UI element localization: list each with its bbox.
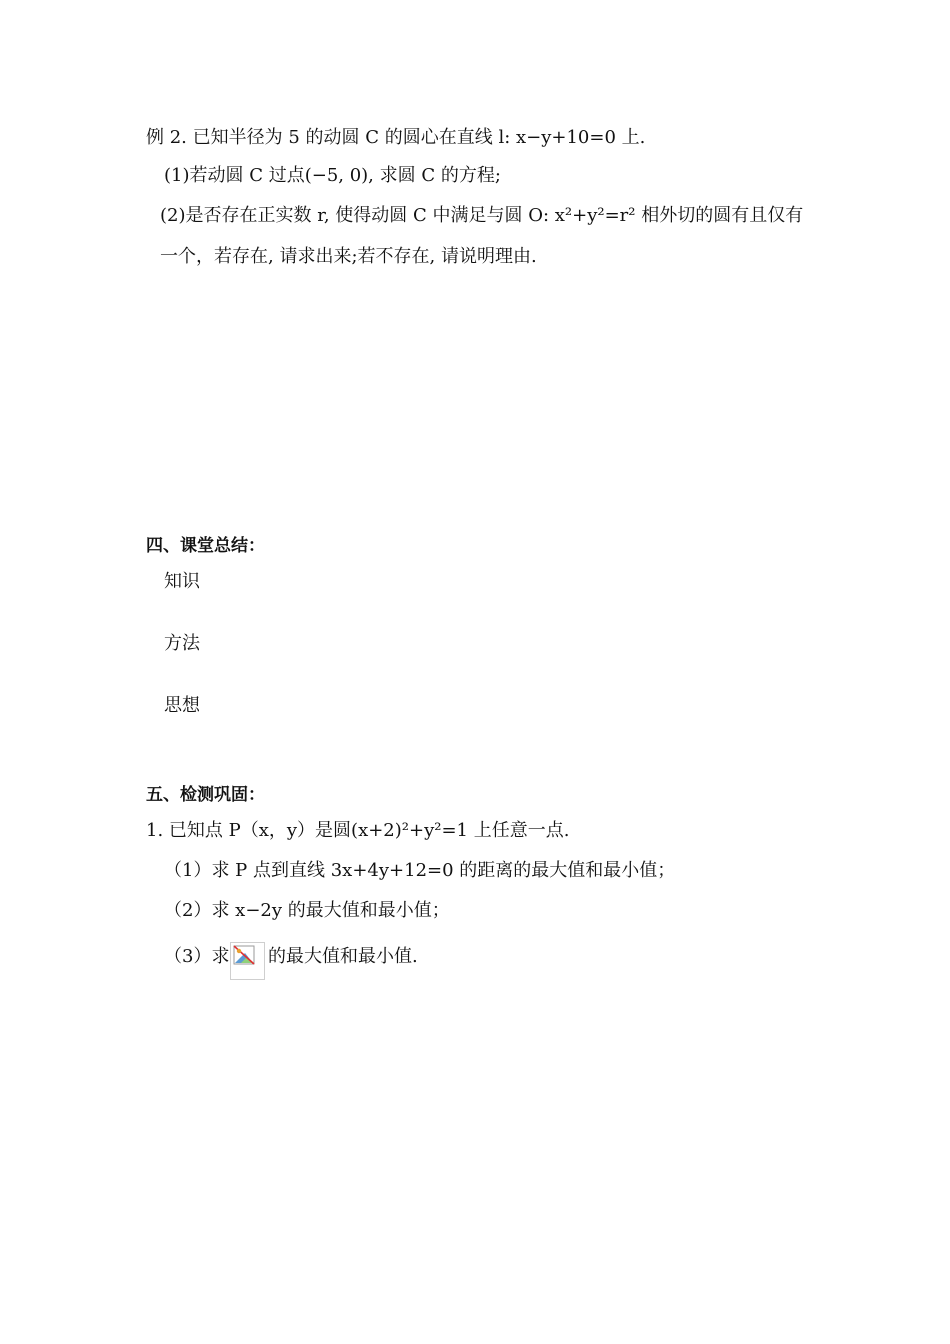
example-2-part-2-line-1: (2)是否存在正实数 r, 使得动圆 C 中满足与圆 O: x²+y²=r² 相外切的圆有且仅有	[160, 205, 804, 226]
section-4-heading: 四、课堂总结：	[146, 536, 265, 556]
question-1-sub-2: （2）求 x−2y 的最大值和最小值；	[164, 900, 450, 921]
summary-item-thought: 思想	[164, 695, 200, 716]
broken-image-icon	[230, 942, 265, 980]
question-1-sub-1: （1）求 P 点到直线 3x+4y+12=0 的距离的最大值和最小值；	[164, 860, 676, 881]
question-1-sub-3-prefix: （3）求	[164, 946, 230, 967]
section-5-heading: 五、检测巩固：	[146, 785, 265, 805]
question-1: 1. 已知点 P（x，y）是圆(x+2)²+y²=1 上任意一点.	[146, 820, 570, 841]
example-2-part-2-line-2: 一个，若存在, 请求出来;若不存在, 请说明理由.	[160, 246, 537, 267]
example-2-title: 例 2. 已知半径为 5 的动圆 C 的圆心在直线 l: x−y+10=0 上.	[146, 127, 646, 148]
broken-image-glyph	[233, 945, 255, 965]
question-1-sub-3-suffix: 的最大值和最小值.	[268, 946, 418, 967]
summary-item-knowledge: 知识	[164, 571, 200, 592]
example-2-part-1: (1)若动圆 C 过点(−5, 0), 求圆 C 的方程;	[164, 165, 501, 186]
summary-item-method: 方法	[164, 633, 200, 654]
